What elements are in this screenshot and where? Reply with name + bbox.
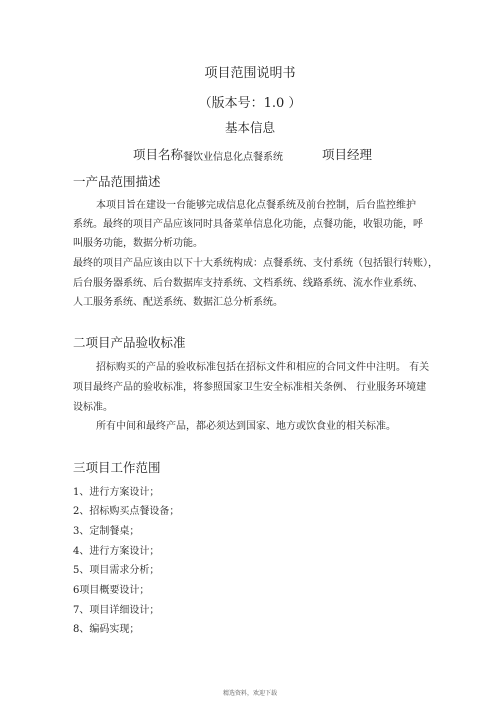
section1-line: 人工服务系统、配送系统、数据汇总分析系统。 (73, 297, 283, 308)
list-item: 6项目概要设计； (73, 585, 150, 596)
section2-heading: 二项目产品验收标准 (73, 335, 186, 350)
list-item: 2、招标购买点餐设备； (73, 506, 180, 517)
section1-line: 叫服务功能，数据分析功能。 (73, 238, 203, 249)
section1-heading: 一产品范围描述 (73, 174, 161, 189)
section2-line: 所有中间和最终产品，都必须达到国家、地方或饮食业的相关标准。 (96, 421, 396, 432)
project-name-value: 餐饮业信息化点餐系统 (183, 152, 283, 163)
section3-heading: 三项目工作范围 (73, 460, 161, 475)
section1-line: 后台服务器系统、后台数据库支持系统、文档系统、线路系统、流水作业系统、 (73, 278, 423, 289)
project-manager-label: 项目经理 (322, 147, 373, 162)
list-item: 4、进行方案设计； (73, 546, 160, 557)
section1-line: 本项目旨在建设一台能够完成信息化点餐系统及前台控制，后台监控维护 (96, 200, 416, 211)
section2-line: 招标购买的产品的验收标准包括在招标文件和相应的合同文件中注明。 有关 (96, 362, 430, 373)
list-item: 3、定制餐桌； (73, 526, 140, 537)
list-item: 1、进行方案设计； (73, 487, 160, 498)
page-footer: 精选资料，欢迎下载 (222, 690, 277, 697)
list-item: 5、项目需求分析； (73, 565, 160, 576)
list-item: 8、编码实现； (73, 624, 140, 635)
basic-info-heading: 基本信息 (224, 120, 275, 135)
section2-line: 项目最终产品的验收标准，将参照国家卫生安全标准相关条例、 行业服务环境建 (73, 382, 427, 393)
version-number: （版本号：1.0 ） (198, 96, 302, 111)
document-title: 项目范围说明书 (204, 66, 296, 81)
section1-line: 系统。最终的项目产品应该同时具备菜单信息化功能，点餐功能，收银功能，呼 (73, 219, 423, 230)
project-name-label: 项目名称 (133, 147, 184, 162)
section2-line: 设标准。 (73, 402, 113, 413)
section1-line: 最终的项目产品应该由以下十大系统构成：点餐系统、支付系统（包括银行转账）， (73, 258, 438, 269)
list-item: 7、项目详细设计； (73, 605, 160, 616)
